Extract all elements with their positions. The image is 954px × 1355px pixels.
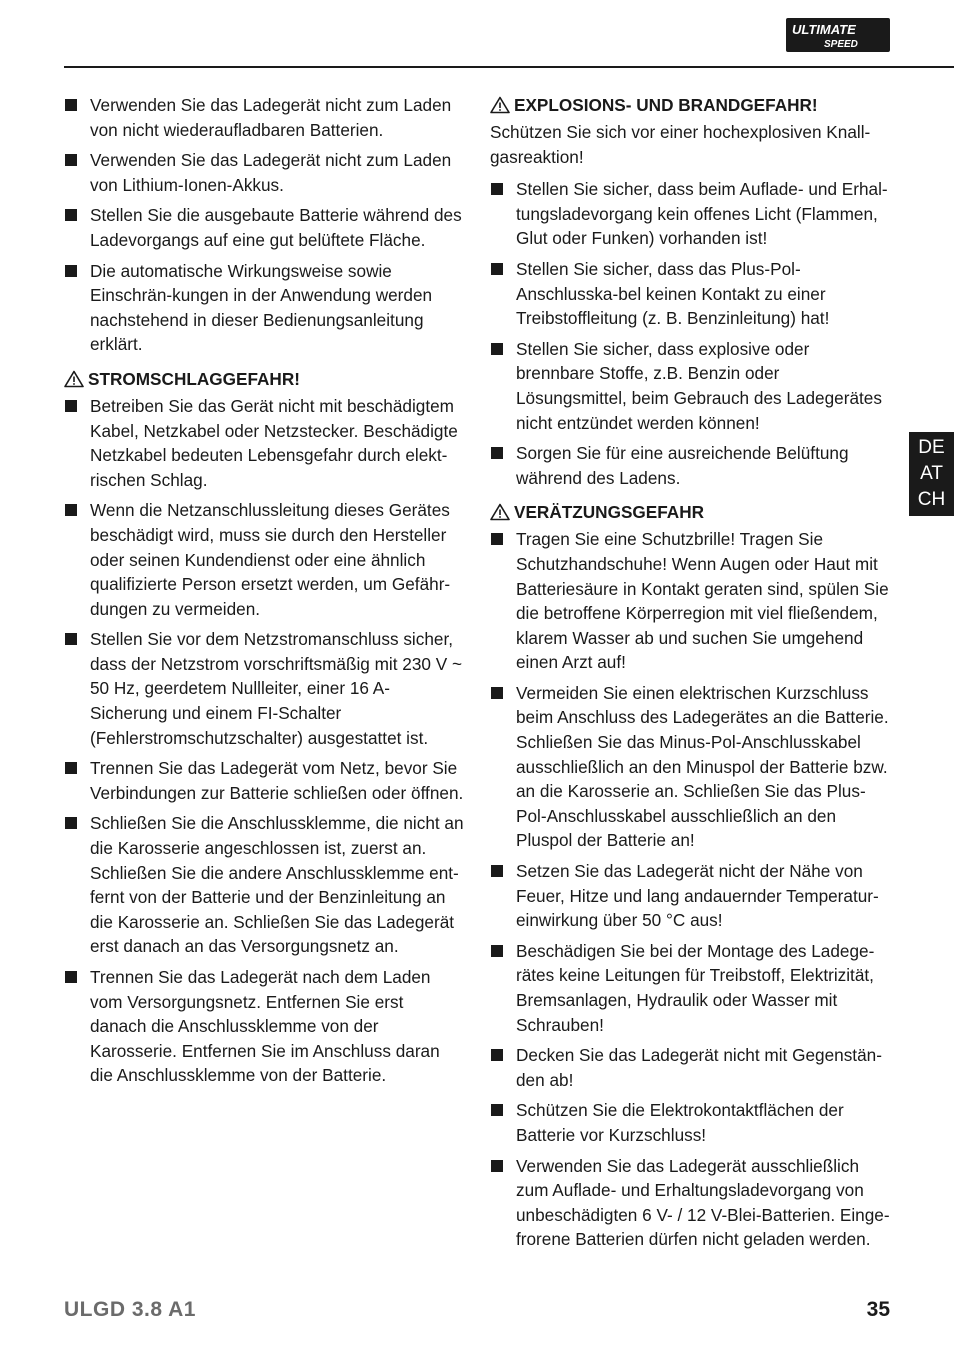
square-bullet-icon bbox=[65, 817, 77, 829]
list-item: Decken Sie das Ladegerät nicht mit Gegenstän-den ab! bbox=[490, 1043, 890, 1092]
square-bullet-icon bbox=[491, 865, 503, 877]
explosion-heading: EXPLOSIONS- UND BRANDGEFAHR! bbox=[490, 93, 890, 117]
warning-triangle-icon bbox=[490, 503, 510, 521]
lang-de: DE bbox=[918, 437, 945, 458]
list-item: Stellen Sie sicher, dass das Plus-Pol-Anschlusska-bel keinen Kontakt zu einer Treibstoffleitung (z. B. Benzinleitung) hat! bbox=[490, 257, 890, 331]
list-item: Setzen Sie das Ladegerät nicht der Nähe von Feuer, Hitze und lang andauernder Temperatur-einwirkung über 50 °C aus! bbox=[490, 859, 890, 933]
list-item: Vermeiden Sie einen elektrischen Kurzschluss beim Anschluss des Ladegerätes an die Batterie. Schließen Sie das Minus-Pol-Anschlusskabel ausschließlich an den Minuspol der Batterie bzw. an die Karosserie an. Schließen Sie das Plus-Pol-Anschlusskabel ausschließlich an den Pluspol der Batterie an! bbox=[490, 681, 890, 853]
right-column bbox=[490, 93, 890, 1258]
square-bullet-icon bbox=[65, 971, 77, 983]
list-item: Verwenden Sie das Ladegerät nicht zum Laden von nicht wiederaufladbaren Batterien. bbox=[64, 93, 464, 142]
list-item: Beschädigen Sie bei der Montage des Ladege-rätes keine Leitungen für Treibstoff, Elektrizität, Bremsanlagen, Hydraulik oder Wasser mit Schrauben! bbox=[490, 939, 890, 1037]
list-item: Trennen Sie das Ladegerät nach dem Laden vom Versorgungsnetz. Entfernen Sie erst danach die Anschlussklemme von der Karosserie. Entfernen Sie im Anschluss daran die Anschlussklemme von der Batterie. bbox=[64, 965, 464, 1088]
lang-at: AT bbox=[920, 463, 943, 484]
square-bullet-icon bbox=[65, 209, 77, 221]
corrosion-heading: VERÄTZUNGSGEFAHR bbox=[490, 500, 890, 524]
explosion-intro: Schützen Sie sich vor einer hochexplosiven Knall-gasreaktion! bbox=[490, 122, 871, 167]
square-bullet-icon bbox=[65, 154, 77, 166]
square-bullet-icon bbox=[491, 447, 503, 459]
list-item: Die automatische Wirkungsweise sowie Einschrän-kungen in der Anwendung werden nachstehend in dieser Bedienungsanleitung erklärt. bbox=[64, 259, 464, 357]
brand-logo bbox=[786, 18, 890, 52]
square-bullet-icon bbox=[65, 400, 77, 412]
square-bullet-icon bbox=[491, 945, 503, 957]
square-bullet-icon bbox=[491, 343, 503, 355]
warning-triangle-icon bbox=[64, 370, 84, 388]
square-bullet-icon bbox=[491, 533, 503, 545]
square-bullet-icon bbox=[491, 1160, 503, 1172]
lang-ch: CH bbox=[917, 489, 946, 510]
list-item: Betreiben Sie das Gerät nicht mit beschädigtem Kabel, Netzkabel oder Netzstecker. Beschädigte Netzkabel bedeuten Lebensgefahr durch elekt-rischen Schlag. bbox=[64, 394, 464, 492]
left-column bbox=[64, 93, 464, 1094]
list-item: Stellen Sie sicher, dass beim Auflade- und Erhal-tungsladevorgang kein offenes Licht (Flammen, Glut oder Funken) vorhanden ist! bbox=[490, 177, 890, 251]
list-item: Stellen Sie sicher, dass explosive oder brennbare Stoffe, z.B. Benzin oder Lösungsmittel, beim Gebrauch des Ladegerätes nicht entzündet werden können! bbox=[490, 337, 890, 435]
square-bullet-icon bbox=[65, 762, 77, 774]
list-item: Verwenden Sie das Ladegerät nicht zum Laden von Lithium-Ionen-Akkus. bbox=[64, 148, 464, 197]
safety-list-explosion bbox=[490, 177, 890, 490]
square-bullet-icon bbox=[491, 687, 503, 699]
safety-list-general bbox=[64, 93, 464, 357]
list-item: Tragen Sie eine Schutzbrille! Tragen Sie Schutzhandschuhe! Wenn Augen oder Haut mit Batteriesäure in Kontakt geraten sind, spülen Sie die betroffene Körperregion mit viel fließendem, klarem Wasser ab und suchen Sie umgehend einen Arzt auf! bbox=[490, 527, 890, 675]
square-bullet-icon bbox=[491, 263, 503, 275]
list-item: Trennen Sie das Ladegerät vom Netz, bevor Sie Verbindungen zur Batterie schließen oder öffnen. bbox=[64, 756, 464, 805]
list-item: Schließen Sie die Anschlussklemme, die nicht an die Karosserie angeschlossen ist, zuerst an. Schließen Sie die andere Anschlussklemme ent-fernt von der Batterie und der Benzinleitung an die Karosserie an. Schließen Sie das Ladegerät erst danach an das Versorgungsnetz an. bbox=[64, 811, 464, 959]
logo-line2: SPEED bbox=[824, 39, 858, 50]
list-item: Stellen Sie die ausgebaute Batterie während des Ladevorgangs auf eine gut belüftete Fläche. bbox=[64, 203, 464, 252]
square-bullet-icon bbox=[65, 265, 77, 277]
square-bullet-icon bbox=[491, 1104, 503, 1116]
logo-line1: ULTIMATE bbox=[792, 22, 856, 37]
square-bullet-icon bbox=[65, 633, 77, 645]
header-rule bbox=[64, 66, 954, 68]
page-number: 35 bbox=[866, 1298, 890, 1321]
safety-list-corrosion bbox=[490, 527, 890, 1252]
square-bullet-icon bbox=[65, 504, 77, 516]
square-bullet-icon bbox=[65, 99, 77, 111]
language-tab bbox=[909, 432, 954, 516]
warning-triangle-icon bbox=[490, 96, 510, 114]
square-bullet-icon bbox=[491, 1049, 503, 1061]
footer-model: ULGD 3.8 A1 bbox=[64, 1298, 196, 1321]
list-item: Verwenden Sie das Ladegerät ausschließlich zum Auflade- und Erhaltungsladevorgang von unbeschädigten 6 V- / 12 V-Blei-Batterien. Einge-frorene Batterien dürfen nicht geladen werden. bbox=[490, 1154, 890, 1252]
list-item: Wenn die Netzanschlussleitung dieses Gerätes beschädigt wird, muss sie durch den Hersteller oder seinen Kundendienst oder eine ähnlich qualifizierte Person ersetzt werden, um Gefähr-dungen zu vermeiden. bbox=[64, 498, 464, 621]
electric-shock-heading: STROMSCHLAGGEFAHR! bbox=[64, 367, 464, 391]
safety-list-electric bbox=[64, 394, 464, 1088]
list-item: Schützen Sie die Elektrokontaktflächen der Batterie vor Kurzschluss! bbox=[490, 1098, 890, 1147]
list-item: Stellen Sie vor dem Netzstromanschluss sicher, dass der Netzstrom vorschriftsmäßig mit 230 V ~ 50 Hz, geerdetem Nullleiter, einer 16 A-Sicherung und einem FI-Schalter (Fehlerstromschutzschalter) ausgestattet ist. bbox=[64, 627, 464, 750]
list-item: Sorgen Sie für eine ausreichende Belüftung während des Ladens. bbox=[490, 441, 890, 490]
square-bullet-icon bbox=[491, 183, 503, 195]
